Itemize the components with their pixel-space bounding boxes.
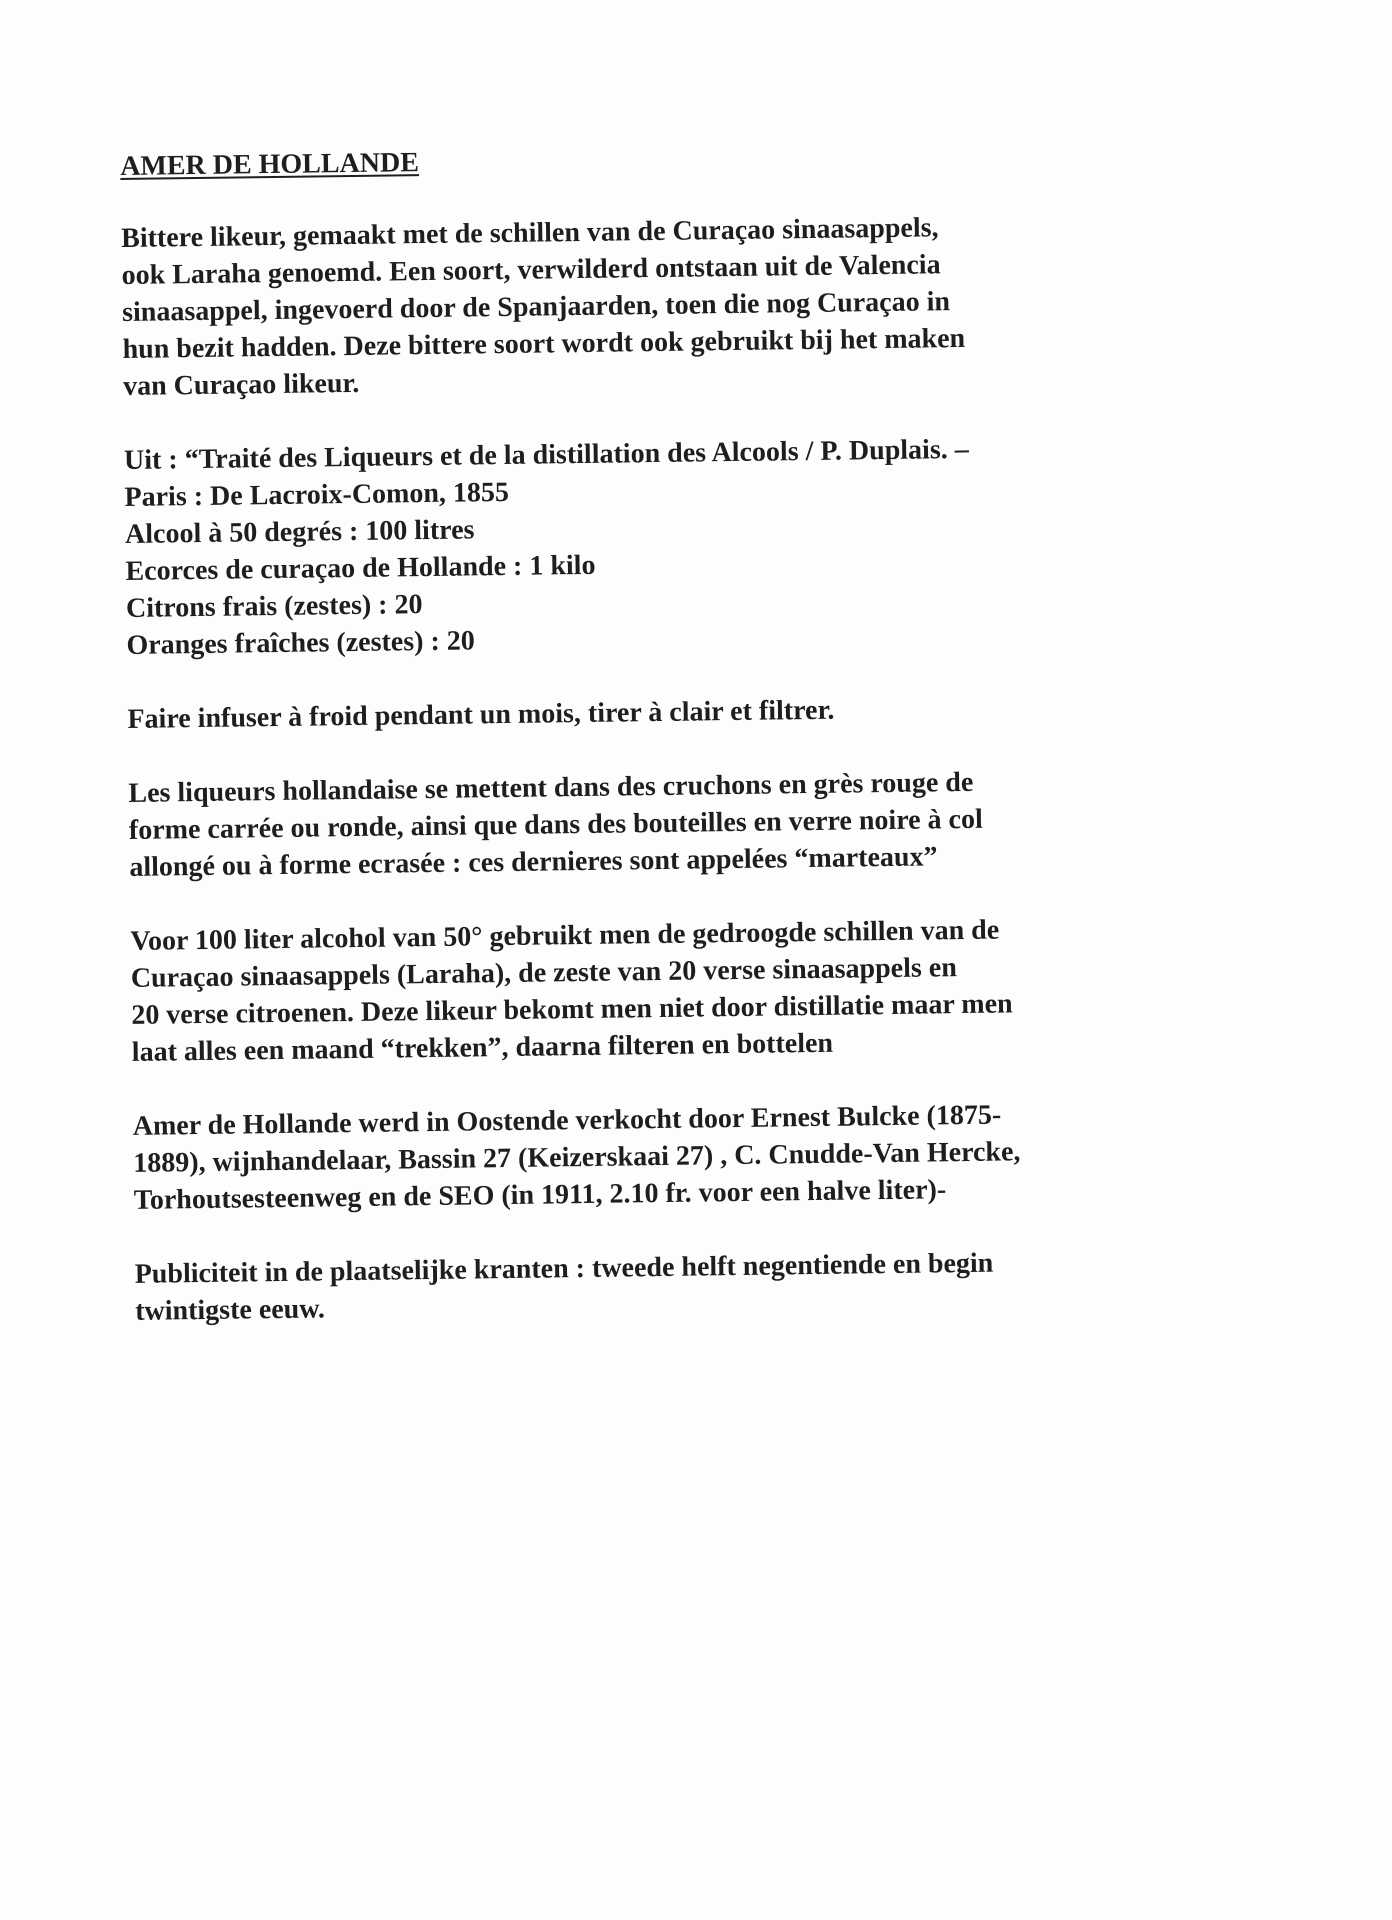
text-line: Alcool à 50 degrés : 100 litres	[124, 514, 475, 550]
text-line: 20 verse citroenen. Deze likeur bekomt men niet door distillatie maar men	[131, 988, 1013, 1031]
text-line: Les liqueurs hollandaise se mettent dans des cruchons en grès rouge de	[128, 766, 974, 809]
paragraph-instruction	[127, 687, 1207, 738]
document-body	[120, 136, 1216, 1367]
paragraph-publicity	[134, 1242, 1215, 1330]
text-line: Publiciteit in de plaatselijke kranten : tweede helft negentiende en begin	[134, 1247, 994, 1290]
text-line: Torhoutsesteenweg en de SEO (in 1911, 2.10 fr. voor een halve liter)-	[133, 1174, 947, 1216]
text-line: van Curaçao likeur.	[122, 367, 360, 402]
text-line: Curaçao sinaasappels (Laraha), de zeste van 20 verse sinaasappels en	[130, 952, 957, 994]
text-line: Ecorces de curaçao de Hollande : 1 kilo	[125, 549, 596, 587]
paragraph-intro	[121, 206, 1203, 405]
text-line: forme carrée ou ronde, ainsi que dans des bouteilles en verre noire à col	[128, 803, 983, 846]
text-line: Citrons frais (zestes) : 20	[125, 589, 423, 624]
text-line: Uit : “Traité des Liqueurs et de la distillation des Alcools / P. Duplais. –	[123, 433, 969, 476]
text-line: Oranges fraîches (zestes) : 20	[126, 625, 476, 661]
paragraph-recipe	[124, 428, 1207, 664]
text-line: laat alles een maand “trekken”, daarna filteren en bottelen	[131, 1027, 834, 1068]
text-line: Faire infuser à froid pendant un mois, tirer à clair et filtrer.	[127, 694, 835, 735]
paragraph-sales	[133, 1094, 1214, 1219]
text-line: Bittere likeur, gemaakt met de schillen van de Curaçao sinaasappels,	[120, 212, 939, 254]
text-line: allongé ou à forme ecrasée : ces dernieres sont appelées “marteaux”	[129, 841, 938, 883]
paragraph-bottles	[128, 761, 1209, 886]
paragraph-dutch-recipe	[130, 909, 1212, 1071]
text-line: hun bezit hadden. Deze bittere soort wordt ook gebruikt bij het maken	[122, 322, 966, 365]
text-line: ook Laraha genoemd. Een soort, verwilderd ontstaan uit de Valencia	[121, 249, 941, 291]
text-line: 1889), wijnhandelaar, Bassin 27 (Keizerskaai 27) , C. Cnudde-Van Hercke,	[133, 1136, 1021, 1179]
text-line: twintigste eeuw.	[135, 1293, 326, 1327]
text-line: Amer de Hollande werd in Oostende verkocht door Ernest Bulcke (1875-	[132, 1099, 1002, 1142]
text-line: Voor 100 liter alcohol van 50° gebruikt men de gedroogde schillen van de	[130, 914, 1000, 957]
document-title: AMER DE HOLLANDE	[120, 147, 420, 182]
text-line: Paris : De Lacroix-Comon, 1855	[124, 476, 510, 513]
text-line: sinaasappel, ingevoerd door de Spanjaarden, toen die nog Curaçao in	[121, 286, 951, 328]
